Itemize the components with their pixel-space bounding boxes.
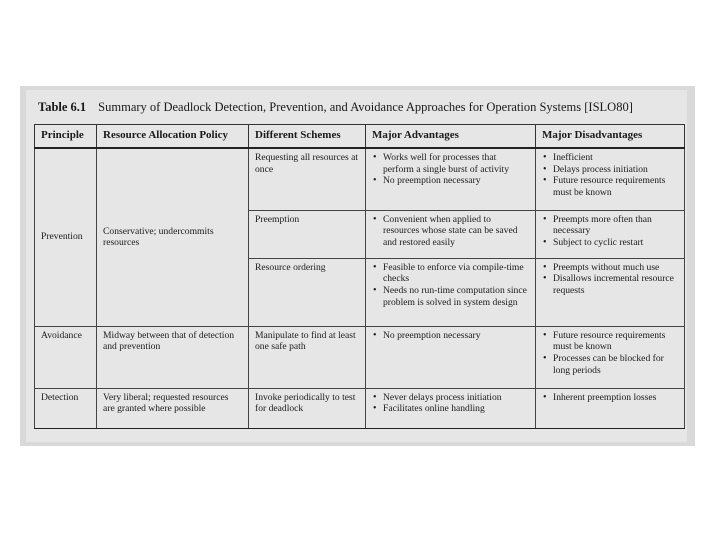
table-title: Summary of Deadlock Detection, Prevention, and Avoidance Approaches for Operation Systems [ISLO80] xyxy=(98,100,633,114)
avoidance-policy: Midway between that of detection and prevention xyxy=(97,326,249,388)
list-item: • Feasible to enforce via compile-time checks xyxy=(372,262,529,285)
detection-principle: Detection xyxy=(35,388,97,428)
table-row xyxy=(35,326,685,388)
scheme-cell: Invoke periodically to test for deadlock xyxy=(249,388,366,428)
list-item: • Preempts without much use xyxy=(542,262,678,274)
list-item: • Works well for processes that perform a single burst of activity xyxy=(372,152,529,175)
advantages-cell xyxy=(366,148,536,210)
header-disadvantages: Major Disadvantages xyxy=(536,125,685,149)
list-item: • Preempts more often than necessary xyxy=(542,214,678,237)
disadvantages-cell xyxy=(536,258,685,326)
list-item: • Delays process initiation xyxy=(542,164,678,176)
header-row xyxy=(35,125,685,149)
list-item: • Future resource requirements must be known xyxy=(542,330,678,353)
list-item: • Inherent preemption losses xyxy=(542,392,678,404)
detection-policy: Very liberal; requested resources are granted where possible xyxy=(97,388,249,428)
scheme-cell: Resource ordering xyxy=(249,258,366,326)
prevention-principle: Prevention xyxy=(35,148,97,326)
list-item: • Facilitates online handling xyxy=(372,403,529,415)
scheme-cell: Preemption xyxy=(249,210,366,258)
header-advantages: Major Advantages xyxy=(366,125,536,149)
list-item: • Convenient when applied to resources whose state can be saved and restored easily xyxy=(372,214,529,249)
header-principle: Principle xyxy=(35,125,97,149)
list-item: • No preemption necessary xyxy=(372,175,529,187)
book-page xyxy=(26,90,687,442)
list-item: • No preemption necessary xyxy=(372,330,529,342)
disadvantages-cell xyxy=(536,388,685,428)
advantages-cell xyxy=(366,388,536,428)
list-item: • Never delays process initiation xyxy=(372,392,529,404)
deadlock-summary-table xyxy=(34,124,685,429)
advantages-cell xyxy=(366,326,536,388)
table-row xyxy=(35,388,685,428)
list-item: • Processes can be blocked for long periods xyxy=(542,353,678,376)
disadvantages-cell xyxy=(536,326,685,388)
table-caption xyxy=(38,100,677,115)
avoidance-principle: Avoidance xyxy=(35,326,97,388)
header-policy: Resource Allocation Policy xyxy=(97,125,249,149)
scanned-table-photo xyxy=(20,86,695,446)
prevention-policy: Conservative; undercommits resources xyxy=(97,148,249,326)
header-schemes: Different Schemes xyxy=(249,125,366,149)
table-row xyxy=(35,148,685,210)
disadvantages-cell xyxy=(536,148,685,210)
list-item: • Subject to cyclic restart xyxy=(542,237,678,249)
list-item: • Disallows incremental resource requests xyxy=(542,273,678,296)
advantages-cell xyxy=(366,258,536,326)
list-item: • Needs no run-time computation since problem is solved in system design xyxy=(372,285,529,308)
advantages-cell xyxy=(366,210,536,258)
scheme-cell: Manipulate to find at least one safe path xyxy=(249,326,366,388)
table-number: Table 6.1 xyxy=(38,100,87,114)
disadvantages-cell xyxy=(536,210,685,258)
scheme-cell: Requesting all resources at once xyxy=(249,148,366,210)
list-item: • Inefficient xyxy=(542,152,678,164)
list-item: • Future resource requirements must be known xyxy=(542,175,678,198)
